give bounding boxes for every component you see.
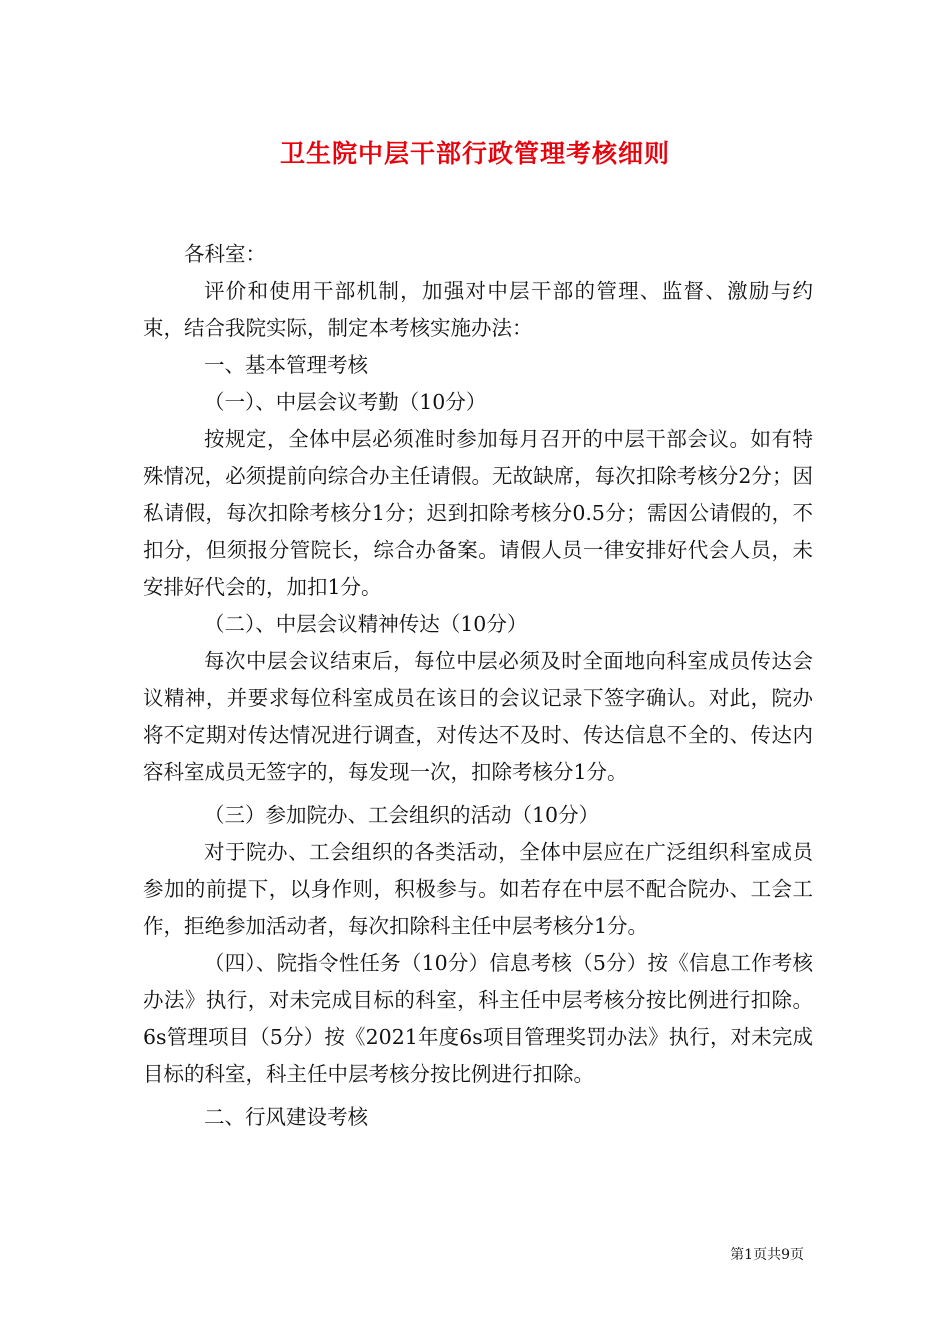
subsection-heading-4-body: （四）、院指令性任务（10分）信息考核（5分）按《信息工作考核办法》执行，对未完成目标的科室，科主任中层考核分按比例进行扣除。6s管理项目（5分）按《2021年度6s项目管理奖罚办法》执行，对未完成目标的科室，科主任中层考核分按比例进行扣除。 xyxy=(143,951,813,1086)
document-body xyxy=(143,236,813,1136)
body-paragraph: 对于院办、工会组织的各类活动，全体中层应在广泛组织科室成员参加的前提下，以身作则，积极参与。如若存在中层不配合院办、工会工作，拒绝参加活动者，每次扣除科主任中层考核分1分。 xyxy=(143,840,813,938)
intro-paragraph: 评价和使用干部机制，加强对中层干部的管理、监督、激励与约束，结合我院实际，制定本考核实施办法： xyxy=(143,279,813,340)
subsection-heading-1: （一）、中层会议考勤（10分） xyxy=(204,390,487,414)
page-number-footer: 第1页共9页 xyxy=(730,1247,804,1263)
salutation: 各科室： xyxy=(184,242,266,266)
body-paragraph: 按规定，全体中层必须准时参加每月召开的中层干部会议。如有特殊情况，必须提前向综合办主任请假。无故缺席，每次扣除考核分2分；因私请假，每次扣除考核分1分；迟到扣除考核分0.5分；需因公请假的，不扣分，但须报分管院长，综合办备案。请假人员一律安排好代会人员，未安排好代会的，加扣1分。 xyxy=(143,427,813,599)
body-paragraph: 每次中层会议结束后，每位中层必须及时全面地向科室成员传达会议精神，并要求每位科室成员在该日的会议记录下签字确认。对此，院办将不定期对传达情况进行调查，对传达不及时、传达信息不全的、传达内容科室成员无签字的，每发现一次，扣除考核分1分。 xyxy=(143,649,813,784)
document-title: 卫生院中层干部行政管理考核细则 xyxy=(279,139,670,168)
subsection-heading-3: （三）参加院办、工会组织的活动（10分） xyxy=(204,803,600,827)
section-heading-2: 二、行风建设考核 xyxy=(204,1105,368,1129)
subsection-heading-2: （二）、中层会议精神传达（10分） xyxy=(204,612,528,636)
section-heading-1: 一、基本管理考核 xyxy=(204,353,368,377)
